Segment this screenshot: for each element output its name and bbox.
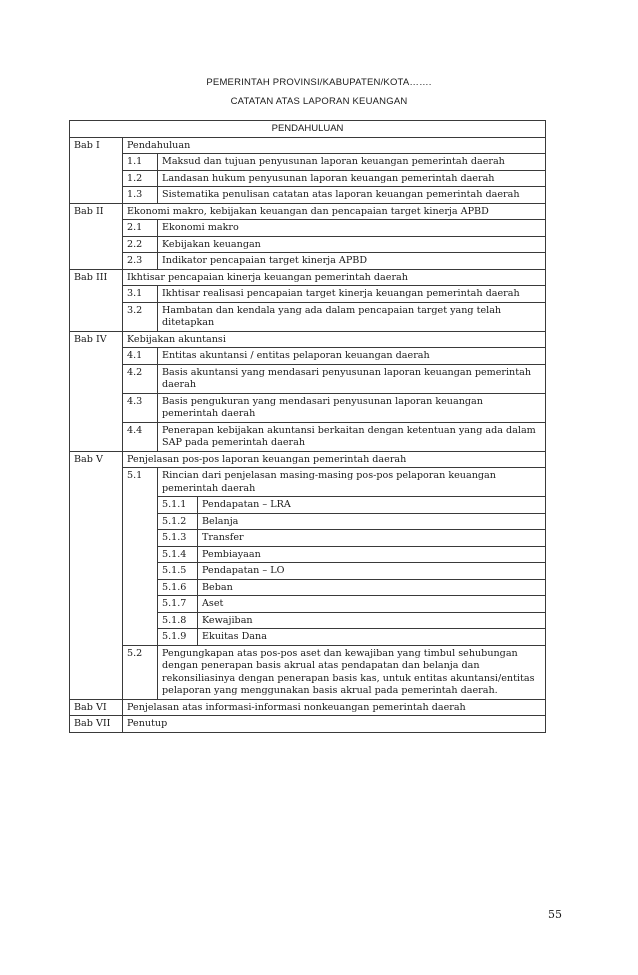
- section-text: Maksud dan tujuan penyusunan laporan keuangan pemerintah daerah: [158, 154, 546, 171]
- section-spacer: [123, 497, 158, 514]
- section-row: [70, 236, 546, 253]
- section-spacer: [123, 596, 158, 613]
- chapter-spacer: [70, 612, 123, 629]
- chapter-title: Ikhtisar pencapaian kinerja keuangan pemerintah daerah: [123, 269, 546, 286]
- subsection-row: [70, 629, 546, 646]
- subsection-text: Transfer: [198, 530, 546, 547]
- subsection-text: Beban: [198, 579, 546, 596]
- section-text: Sistematika penulisan catatan atas laporan keuangan pemerintah daerah: [158, 187, 546, 204]
- section-row: [70, 253, 546, 270]
- chapter-label: Bab IV: [70, 331, 123, 348]
- subsection-text: Belanja: [198, 513, 546, 530]
- chapter-spacer: [70, 236, 123, 253]
- section-row: [70, 468, 546, 497]
- section-row: [70, 364, 546, 393]
- chapter-spacer: [70, 393, 123, 422]
- chapter-title: Kebijakan akuntansi: [123, 331, 546, 348]
- section-spacer: [123, 513, 158, 530]
- section-text: Penerapan kebijakan akuntansi berkaitan dengan ketentuan yang ada dalam SAP pada pemerintah daerah: [158, 422, 546, 451]
- section-text: Entitas akuntansi / entitas pelaporan keuangan daerah: [158, 348, 546, 365]
- subsection-text: Pendapatan – LO: [198, 563, 546, 580]
- chapter-label: Bab III: [70, 269, 123, 286]
- subsection-text: Pembiayaan: [198, 546, 546, 563]
- section-text: Rincian dari penjelasan masing-masing pos-pos pelaporan keuangan pemerintah daerah: [158, 468, 546, 497]
- section-spacer: [123, 579, 158, 596]
- chapter-spacer: [70, 629, 123, 646]
- chapter-spacer: [70, 579, 123, 596]
- section-text: Ekonomi makro: [158, 220, 546, 237]
- chapter-spacer: [70, 530, 123, 547]
- section-row: [70, 170, 546, 187]
- section-row: [70, 220, 546, 237]
- table-title: PENDAHULUAN: [70, 121, 546, 138]
- chapter-label: Bab II: [70, 203, 123, 220]
- chapter-row: [70, 203, 546, 220]
- chapter-row: [70, 699, 546, 716]
- subsection-row: [70, 596, 546, 613]
- subsection-text: Pendapatan – LRA: [198, 497, 546, 514]
- chapter-title: Ekonomi makro, kebijakan keuangan dan pencapaian target kinerja APBD: [123, 203, 546, 220]
- section-text: Basis pengukuran yang mendasari penyusunan laporan keuangan pemerintah daerah: [158, 393, 546, 422]
- section-number: 1.2: [123, 170, 158, 187]
- section-spacer: [123, 629, 158, 646]
- chapter-spacer: [70, 513, 123, 530]
- section-number: 1.3: [123, 187, 158, 204]
- subsection-number: 5.1.5: [158, 563, 198, 580]
- section-number: 4.3: [123, 393, 158, 422]
- document-header-government: PEMERINTAH PROVINSI/KABUPATEN/KOTA…….: [206, 77, 432, 88]
- chapter-title: Penutup: [123, 716, 546, 733]
- chapter-spacer: [70, 348, 123, 365]
- chapter-spacer: [70, 596, 123, 613]
- section-text: Pengungkapan atas pos-pos aset dan kewajiban yang timbul sehubungan dengan penerapan basis akrual atas pendapatan dan belanja dan rekonsiliasinya dengan penerapan basis kas, untuk entitas akuntansi/entitas pelaporan yang menggunakan basis akrual pada pemerintah daerah.: [158, 645, 546, 699]
- chapter-spacer: [70, 645, 123, 699]
- subsection-text: Aset: [198, 596, 546, 613]
- section-text: Hambatan dan kendala yang ada dalam pencapaian target yang telah ditetapkan: [158, 302, 546, 331]
- section-number: 4.2: [123, 364, 158, 393]
- table-title-row: [70, 121, 546, 138]
- chapter-label: Bab VI: [70, 699, 123, 716]
- chapter-spacer: [70, 253, 123, 270]
- section-number: 4.1: [123, 348, 158, 365]
- subsection-number: 5.1.8: [158, 612, 198, 629]
- subsection-number: 5.1.4: [158, 546, 198, 563]
- chapter-row: [70, 269, 546, 286]
- section-text: Kebijakan keuangan: [158, 236, 546, 253]
- section-row: [70, 302, 546, 331]
- subsection-number: 5.1.2: [158, 513, 198, 530]
- chapter-row: [70, 451, 546, 468]
- subsection-row: [70, 563, 546, 580]
- section-row: [70, 393, 546, 422]
- chapter-row: [70, 716, 546, 733]
- subsection-number: 5.1.7: [158, 596, 198, 613]
- chapter-spacer: [70, 154, 123, 171]
- section-row: [70, 645, 546, 699]
- section-number: 2.3: [123, 253, 158, 270]
- chapter-label: Bab I: [70, 137, 123, 154]
- section-spacer: [123, 612, 158, 629]
- section-row: [70, 422, 546, 451]
- subsection-number: 5.1.6: [158, 579, 198, 596]
- subsection-number: 5.1.9: [158, 629, 198, 646]
- section-number: 5.2: [123, 645, 158, 699]
- chapter-spacer: [70, 468, 123, 497]
- subsection-row: [70, 612, 546, 629]
- chapter-spacer: [70, 187, 123, 204]
- section-text: Ikhtisar realisasi pencapaian target kinerja keuangan pemerintah daerah: [158, 286, 546, 303]
- chapter-row: [70, 137, 546, 154]
- chapter-spacer: [70, 302, 123, 331]
- chapter-spacer: [70, 422, 123, 451]
- document-header-title: CATATAN ATAS LAPORAN KEUANGAN: [230, 96, 408, 107]
- page-number: 55: [548, 908, 562, 921]
- subsection-text: Ekuitas Dana: [198, 629, 546, 646]
- chapter-label: Bab VII: [70, 716, 123, 733]
- section-number: 2.2: [123, 236, 158, 253]
- subsection-row: [70, 530, 546, 547]
- subsection-row: [70, 579, 546, 596]
- section-row: [70, 187, 546, 204]
- section-text: Indikator pencapaian target kinerja APBD: [158, 253, 546, 270]
- table-of-contents: [69, 120, 546, 733]
- subsection-text: Kewajiban: [198, 612, 546, 629]
- section-number: 3.2: [123, 302, 158, 331]
- chapter-row: [70, 331, 546, 348]
- section-row: [70, 286, 546, 303]
- section-number: 2.1: [123, 220, 158, 237]
- section-number: 5.1: [123, 468, 158, 497]
- subsection-row: [70, 546, 546, 563]
- section-row: [70, 154, 546, 171]
- chapter-spacer: [70, 286, 123, 303]
- chapter-label: Bab V: [70, 451, 123, 468]
- chapter-title: Pendahuluan: [123, 137, 546, 154]
- chapter-spacer: [70, 170, 123, 187]
- chapter-spacer: [70, 220, 123, 237]
- chapter-spacer: [70, 563, 123, 580]
- chapter-title: Penjelasan pos-pos laporan keuangan pemerintah daerah: [123, 451, 546, 468]
- section-text: Landasan hukum penyusunan laporan keuangan pemerintah daerah: [158, 170, 546, 187]
- section-number: 3.1: [123, 286, 158, 303]
- section-number: 1.1: [123, 154, 158, 171]
- section-text: Basis akuntansi yang mendasari penyusunan laporan keuangan pemerintah daerah: [158, 364, 546, 393]
- section-spacer: [123, 563, 158, 580]
- chapter-spacer: [70, 364, 123, 393]
- chapter-title: Penjelasan atas informasi-informasi nonkeuangan pemerintah daerah: [123, 699, 546, 716]
- chapter-spacer: [70, 546, 123, 563]
- subsection-number: 5.1.1: [158, 497, 198, 514]
- section-spacer: [123, 530, 158, 547]
- subsection-row: [70, 513, 546, 530]
- section-spacer: [123, 546, 158, 563]
- section-row: [70, 348, 546, 365]
- chapter-spacer: [70, 497, 123, 514]
- section-number: 4.4: [123, 422, 158, 451]
- subsection-row: [70, 497, 546, 514]
- subsection-number: 5.1.3: [158, 530, 198, 547]
